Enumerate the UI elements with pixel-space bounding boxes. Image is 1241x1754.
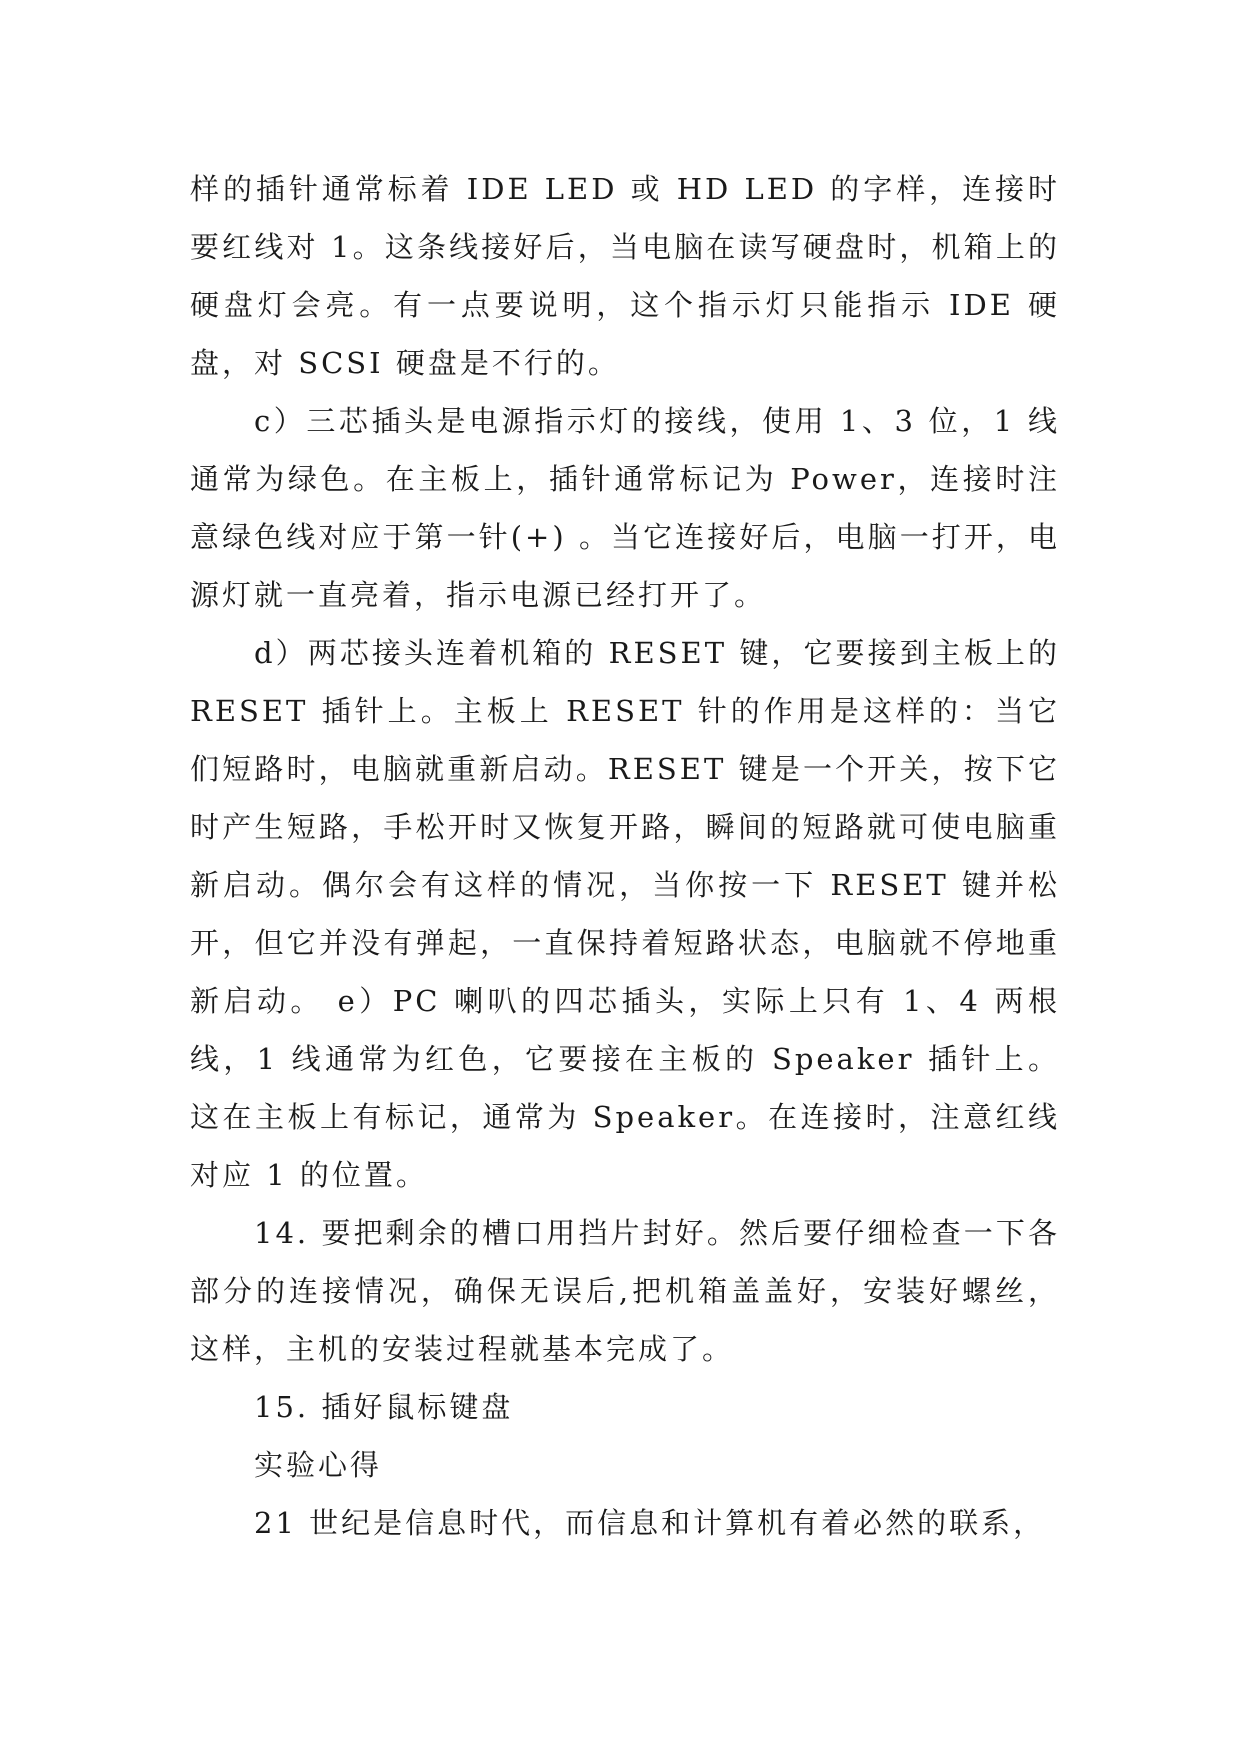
paragraph-hdd-led: 样的插针通常标着 IDE LED 或 HD LED 的字样，连接时要红线对 1。这条线接好后，当电脑在读写硬盘时，机箱上的硬盘灯会亮。有一点要说明，这个指示灯只能指示 IDE 硬盘，对 SCSI 硬盘是不行的。: [190, 172, 1060, 380]
paragraph-power-led: c）三芯插头是电源指示灯的接线，使用 1、3 位，1 线通常为绿色。在主板上，插针通常标记为 Power，连接时注意绿色线对应于第一针(+) 。当它连接好后，电脑一打开，电源灯就一直亮着，指示电源已经打开了。: [190, 404, 1060, 612]
section-heading-experience: 实验心得: [254, 1448, 383, 1482]
paragraph-experience-intro: 21 世纪是信息时代，而信息和计算机有着必然的联系，: [254, 1506, 1046, 1540]
document-body: [190, 160, 1060, 1552]
paragraph-reset-speaker: d）两芯接头连着机箱的 RESET 键，它要接到主板上的 RESET 插针上。主板上 RESET 针的作用是这样的：当它们短路时，电脑就重新启动。RESET 键是一个开关，按下它时产生短路，手松开时又恢复开路，瞬间的短路就可使电脑重新启动。偶尔会有这样的情况，当你按一下 RESET 键并松开，但它并没有弹起，一直保持着短路状态，电脑就不停地重新启动。 e）PC 喇叭的四芯插头，实际上只有 1、4 两根线，1 线通常为红色，它要接在主板的 Speaker 插针上。这在主板上有标记，通常为 Speaker。在连接时，注意红线对应 1 的位置。: [190, 636, 1060, 1192]
paragraph-step-15: 15. 插好鼠标键盘: [254, 1390, 514, 1424]
paragraph-step-14: 14. 要把剩余的槽口用挡片封好。然后要仔细检查一下各部分的连接情况，确保无误后,把机箱盖盖好，安装好螺丝，这样，主机的安装过程就基本完成了。: [190, 1216, 1060, 1366]
